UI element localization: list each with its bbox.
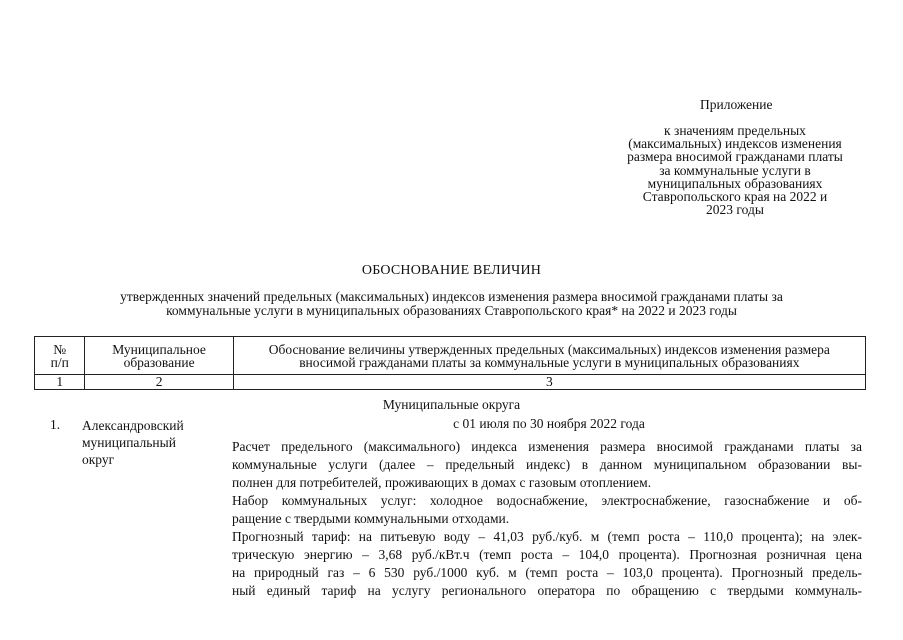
- text-line: Набор коммунальных услуг: холодное водоснабжение, электроснабжение, газоснабжение и об-: [232, 493, 862, 508]
- text-line: Расчет предельного (максимального) индекса изменения размера вносимой гражданами платы за: [232, 439, 862, 454]
- document-subheading: [50, 290, 853, 317]
- section-title: Муниципальные округа: [382, 397, 521, 412]
- subheading-line: коммунальные услуги в муниципальных образованиях Ставропольского края* на 2022 и 2023 годы: [166, 302, 737, 318]
- column-number: 2: [85, 375, 233, 390]
- text-line: на природный газ – 6 530 руб./1000 куб. м (темп роста – 103,0 процента). Прогнозный предель-: [232, 565, 862, 580]
- table-numbering-row: [35, 375, 866, 390]
- appendix-line: за коммунальные услуги в: [659, 162, 811, 178]
- column-number: 1: [35, 375, 85, 390]
- appendix-line: к значениям предельных: [664, 123, 806, 138]
- appendix-line: муниципальных образованиях: [647, 175, 823, 191]
- header-number: № п/п: [35, 337, 85, 375]
- subheading-line: утвержденных значений предельных (максимальных) индексов изменения размера вносимой гражданами платы за: [120, 289, 783, 304]
- text-line: полнен для потребителей, проживающих в домах с газовым отоплением.: [232, 475, 652, 490]
- text-line: ный единый тариф на услугу регионального оператора по обращению с твердыми коммуналь-: [232, 583, 862, 598]
- text-line: Прогнозный тариф: на питьевую воду – 41,03 руб./куб. м (темп роста – 110,0 процента); на элек-: [232, 529, 862, 544]
- appendix-title: Приложение: [700, 97, 773, 112]
- appendix-line: (максимальных) индексов изменения: [628, 136, 842, 152]
- period-label: с 01 июля по 30 ноября 2022 года: [453, 416, 645, 431]
- text-line: коммунальные услуги (далее – предельный индекс) в данном муниципальном образовании вы-: [232, 457, 862, 472]
- row-number: 1.: [50, 417, 61, 432]
- header-justification: Обоснование величины утвержденных предельных (максимальных) индексов изменения размера вносимой гражданами платы за коммунальные услуги в муниципальных образованиях: [233, 337, 865, 375]
- justification-text: [232, 438, 862, 600]
- column-number: 3: [233, 375, 865, 390]
- appendix-description: [610, 124, 860, 216]
- document-heading: ОБОСНОВАНИЕ ВЕЛИЧИН: [361, 263, 542, 278]
- appendix-line: размера вносимой гражданами платы: [627, 149, 843, 165]
- municipality-name: Александровский муниципальный округ: [82, 418, 184, 467]
- appendix-line: 2023 годы: [706, 202, 764, 218]
- header-municipality: Муниципальное образование: [85, 337, 233, 375]
- text-line: трическую энергию – 3,68 руб./кВт.ч (темп роста – 104,0 процента). Прогнозная розничная цена: [232, 547, 862, 562]
- appendix-line: Ставропольского края на 2022 и: [642, 189, 828, 205]
- text-line: ращение с твердыми коммунальными отходами.: [232, 511, 510, 526]
- header-table: [34, 336, 866, 390]
- table-header-row: [35, 337, 866, 375]
